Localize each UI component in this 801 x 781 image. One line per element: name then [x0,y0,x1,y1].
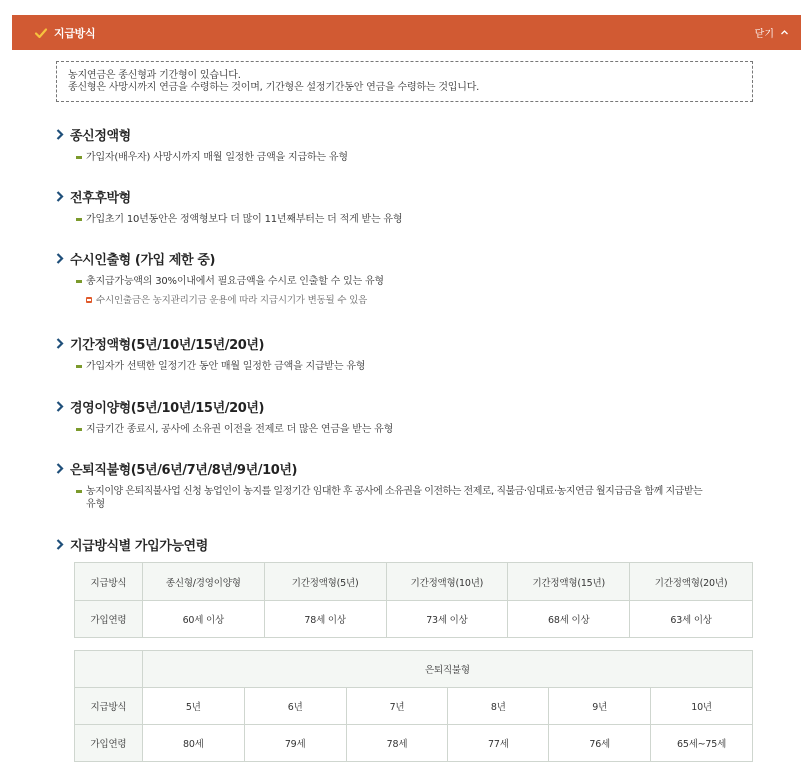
close-button[interactable] [755,15,789,50]
table-row [75,651,753,688]
section-title: 경영이양형(5년/10년/15년/20년) [70,400,265,416]
dash-bullet-icon [76,428,82,431]
section-header-bar[interactable] [12,15,801,50]
dash-bullet-icon [76,490,82,493]
table-row [75,688,753,725]
list-item: 농지이양 은퇴직불사업 신청 농업인이 농지를 일정기간 임대한 후 공사에 소유권을 이전하는 전제로, 직불금·임대료·농지연금 월지급금을 함께 지급받는 유형 [76,485,756,511]
notice-line-1: 농지연금은 종신형과 기간형이 있습니다. [68,70,241,81]
chevron-right-icon [56,129,64,140]
table-cell: 9년 [549,688,651,725]
table-row-label: 가입연령 [75,601,143,638]
list-item: 가입자가 선택한 일정기간 동안 매월 일정한 금액을 지급받는 유형 [76,360,365,373]
table-cell: 78세 이상 [264,601,386,638]
section-management-transfer [56,397,393,436]
dash-bullet-icon [76,365,82,368]
chevron-right-icon [56,338,64,349]
chevron-right-icon [56,191,64,202]
table-cell: 80세 [142,725,244,762]
chevron-right-icon [56,401,64,412]
list-item: 가입초기 10년동안은 정액형보다 더 많이 11년째부터는 더 적게 받는 유형 [76,213,402,226]
chevron-right-icon [56,539,64,550]
table-cell: 68세 이상 [508,601,630,638]
table-header-cell: 기간정액형(10년) [386,563,508,601]
table-row-label: 지급방식 [75,688,143,725]
table-cell: 5년 [142,688,244,725]
age-table-retirement [74,650,753,762]
dash-bullet-icon [76,280,82,283]
chevron-right-icon [56,463,64,474]
table-header-cell: 종신형/경영이양형 [142,563,264,601]
section-withdrawal [56,249,384,307]
section-age-eligibility [56,535,208,553]
header-title: 지급방식 [54,26,96,40]
note-marker-icon [86,297,92,303]
table-cell: 8년 [448,688,549,725]
table-header-cell: 기간정액형(15년) [508,563,630,601]
table-row [75,563,753,601]
table-cell: 63세 이상 [630,601,753,638]
section-period-fixed [56,334,365,373]
section-title: 종신정액형 [70,128,131,144]
table-cell: 60세 이상 [142,601,264,638]
list-item: 총지급가능액의 30%이내에서 필요금액을 수시로 인출할 수 있는 유형 [76,275,384,288]
sub-note: 수시인출금은 농지관리기금 운용에 따라 지급시기가 변동될 수 있음 [86,294,384,307]
dash-bullet-icon [76,218,82,221]
notice-line-2: 종신형은 사망시까지 연금을 수령하는 것이며, 기간형은 설정기간동안 연금을 수령하는 것입니다. [68,82,480,93]
dash-bullet-icon [76,156,82,159]
chevron-up-icon [780,28,789,37]
age-table-standard [74,562,753,638]
section-lifetime-fixed [56,125,348,164]
section-front-loaded [56,187,402,226]
section-retirement-payment [56,459,756,511]
section-title: 기간정액형(5년/10년/15년/20년) [70,337,265,353]
list-item: 지급기간 종료시, 공사에 소유권 이전을 전제로 더 많은 연금을 받는 유형 [76,423,393,436]
table-header-cell: 지급방식 [75,563,143,601]
table-cell: 10년 [651,688,753,725]
table-cell: 77세 [448,725,549,762]
chevron-right-icon [56,253,64,264]
checkmark-icon [34,26,48,40]
table-cell: 6년 [244,688,346,725]
table-cell: 78세 [346,725,448,762]
table-row [75,725,753,762]
table-cell: 73세 이상 [386,601,508,638]
table-cell: 76세 [549,725,651,762]
table-cell: 7년 [346,688,448,725]
table-cell: 65세~75세 [651,725,753,762]
section-title: 전후후박형 [70,190,131,206]
section-title: 지급방식별 가입가능연령 [70,538,208,554]
table-group-header: 은퇴직불형 [142,651,752,688]
table-header-cell [75,651,143,688]
table-row-label: 가입연령 [75,725,143,762]
list-item: 가입자(배우자) 사망시까지 매월 일정한 금액을 지급하는 유형 [76,151,348,164]
table-cell: 79세 [244,725,346,762]
close-label: 닫기 [754,29,774,40]
table-row [75,601,753,638]
section-title: 은퇴직불형(5년/6년/7년/8년/9년/10년) [70,462,298,478]
notice-box [56,61,753,102]
table-header-cell: 기간정액형(20년) [630,563,753,601]
section-title: 수시인출형 (가입 제한 중) [70,252,216,268]
table-header-cell: 기간정액형(5년) [264,563,386,601]
